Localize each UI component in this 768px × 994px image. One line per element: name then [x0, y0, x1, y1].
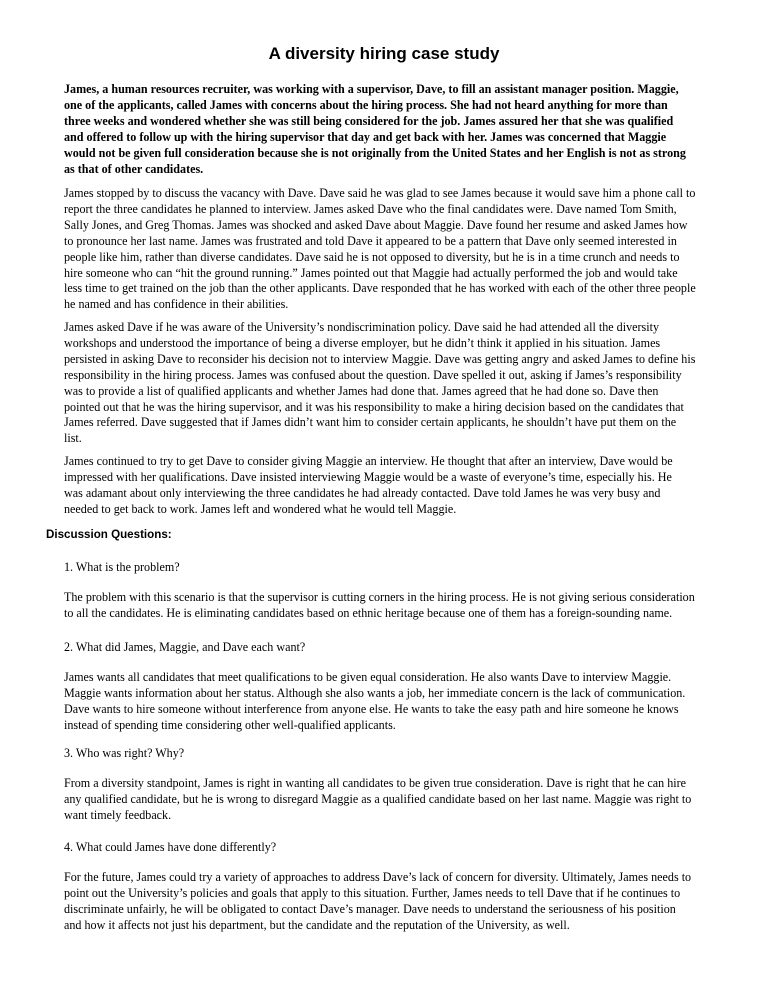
- answer-3: From a diversity standpoint, James is right in wanting all candidates to be given true consideration. Dave is right that he can hire any qualified candidate, but he is wrong to disregard Maggie as a qualified candidate based on her last name. Maggie was right to want timely feedback.: [64, 776, 692, 822]
- discussion-heading: Discussion Questions:: [46, 528, 172, 541]
- document-title: A diversity hiring case study: [268, 44, 500, 63]
- body-paragraph-2: James asked Dave if he was aware of the University’s nondiscrimination policy. Dave said he had attended all the diversity workshops and understood the importance of being a diverse employer, but he didn’t think it applied in his situation. James persisted in asking Dave to reconsider his decision not to interview Maggie. Dave was getting angry and asked James to define his responsibility in the hiring process. James was confused about the question. Dave spelled it out, asking if James’s responsibility was to provide a list of qualified applicants and whether James had done that. James agreed that he had done so. Dave then pointed out that he was the hiring supervisor, and it was his responsibility to make a hiring decision based on the candidates that James referred. Dave suggested that if James didn’t want him to consider certain applicants, he shouldn’t have put them on the list.: [64, 320, 696, 446]
- body-paragraph-1: James stopped by to discuss the vacancy with Dave. Dave said he was glad to see James because it would save him a phone call to report the three candidates he planned to interview. James asked Dave who the final candidates were. Dave named Tom Smith, Sally Jones, and Greg Thomas. James was shocked and asked Dave about Maggie. Dave found her resume and asked James how to pronounce her last name. James was frustrated and told Dave it appeared to be a pattern that Dave only seemed interested in people like him, rather than diverse candidates. Dave said he is not opposed to diversity, but he is in a time crunch and needs to hire someone who can “hit the ground running.” James pointed out that Maggie had actually performed the job and would take less time to get trained on the job than the other applicants. Dave responded that he has worked with each of the other three people he named and has confidence in their abilities.: [64, 186, 696, 312]
- body-paragraph-3: James continued to try to get Dave to consider giving Maggie an interview. He thought that after an interview, Dave would be impressed with her qualifications. Dave insisted interviewing Maggie would be a waste of everyone’s time, especially his. He was adamant about only interviewing the three candidates he had already contacted. Dave told James he was very busy and needed to get back to work. James left and wondered what he would tell Maggie.: [64, 454, 673, 516]
- answer-1: The problem with this scenario is that the supervisor is cutting corners in the hiring process. He is not giving serious consideration to all the candidates. He is eliminating candidates based on ethnic heritage because one of them has a foreign-sounding name.: [64, 590, 695, 620]
- answer-2: James wants all candidates that meet qualifications to be given equal consideration. He also wants Dave to interview Maggie. Maggie wants information about her status. Although she also wants a job, her immediate concern is the lack of communication. Dave wants to hire someone without interference from anyone else. He wants to take the easy path and hire someone he knows instead of spending time considering other well-qualified applicants.: [64, 670, 686, 732]
- answer-4: For the future, James could try a variety of approaches to address Dave’s lack of concern for diversity. Ultimately, James needs to point out the University’s policies and goals that apply to this situation. Further, James needs to tell Dave that if he continues to discriminate unfairly, he will be obligated to contact Dave’s manager. Dave needs to understand the seriousness of his position and how it affects not just his department, but the candidate and the reputation of the University, as well.: [64, 870, 692, 932]
- question-1: 1. What is the problem?: [64, 560, 180, 574]
- intro-paragraph: James, a human resources recruiter, was working with a supervisor, Dave, to fill an assistant manager position. Maggie, one of the applicants, called James with concerns about the hiring process. She had not heard anything for more than three weeks and wondered whether she was still being considered for the job. James assured her that she was qualified and offered to follow up with the hiring supervisor that day and get back with her. James was concerned that Maggie would not be given full consideration because she is not originally from the United States and her English is not as strong as that of other candidates.: [64, 82, 686, 176]
- question-4: 4. What could James have done differently?: [64, 840, 277, 854]
- question-2: 2. What did James, Maggie, and Dave each want?: [64, 640, 306, 654]
- question-3: 3. Who was right? Why?: [64, 746, 185, 760]
